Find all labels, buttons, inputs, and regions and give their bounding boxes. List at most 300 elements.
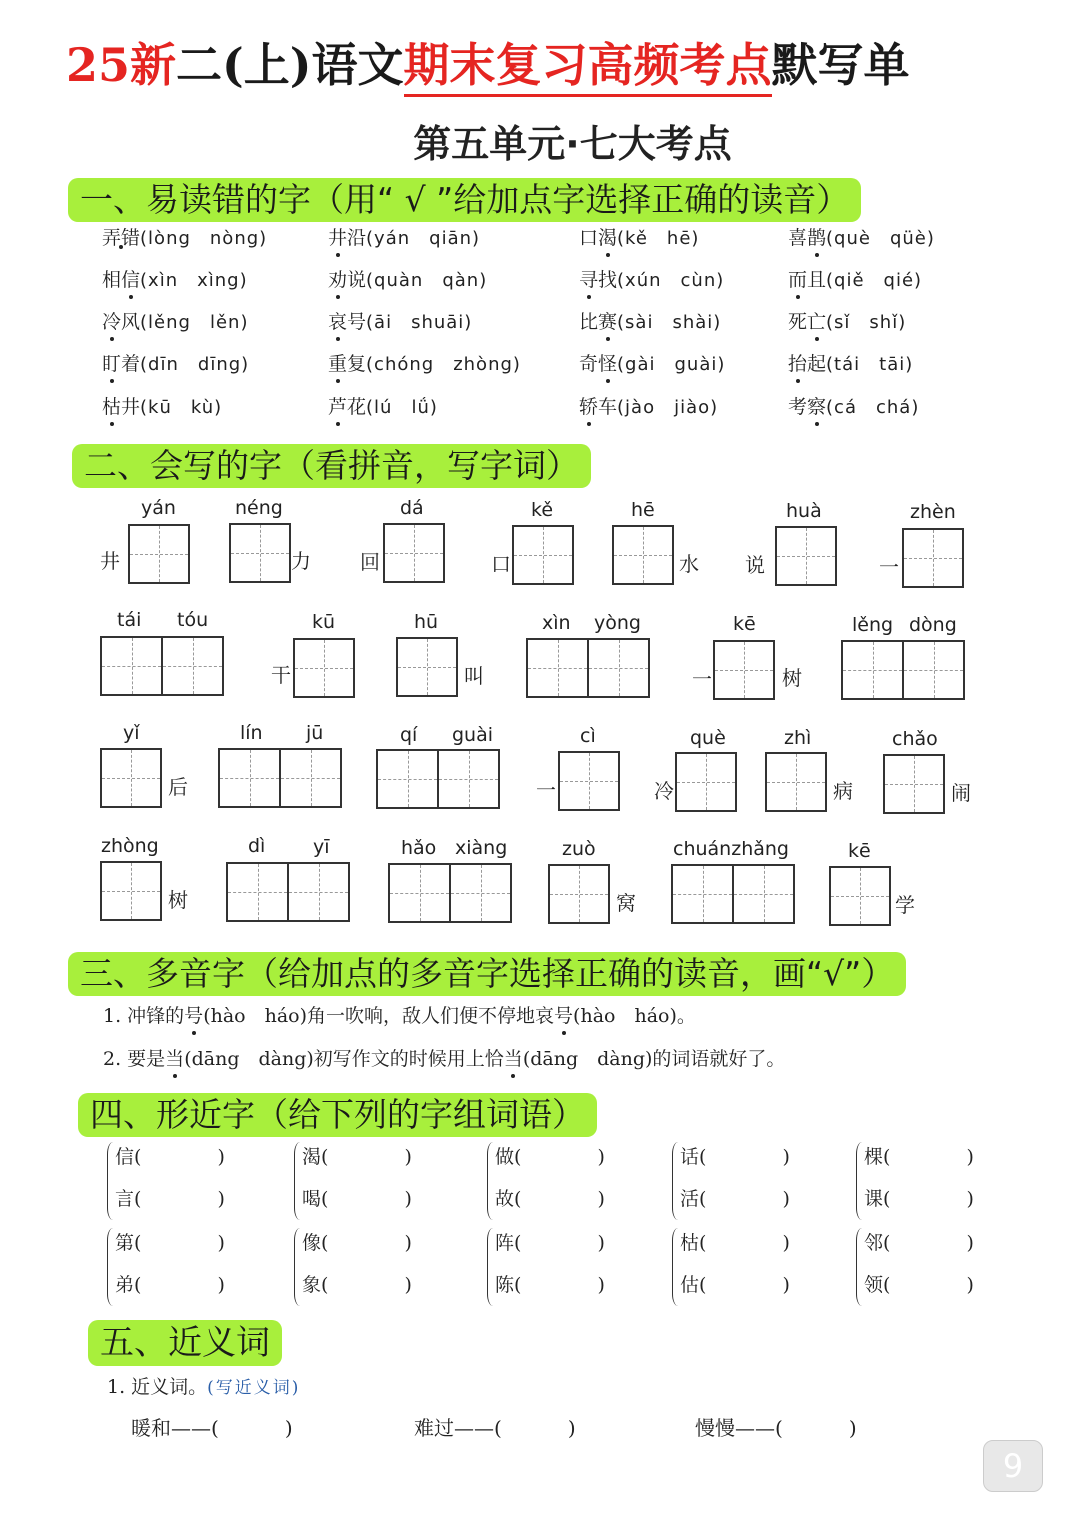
pinyin-label: yán <box>141 497 176 519</box>
char-pair <box>856 1138 1036 1224</box>
grid-cell[interactable] <box>550 866 608 922</box>
pinyin-options: (què qüè) <box>826 228 935 249</box>
answer-blank-open: ——( <box>735 1416 783 1440</box>
word-char: 风 <box>121 311 141 333</box>
pair-line <box>680 1228 790 1255</box>
pinyin-options: (quàn qàn) <box>366 270 488 291</box>
pinyin-label: qí <box>400 724 418 746</box>
answer-blank-open: ( <box>134 1232 142 1254</box>
grid-cell[interactable] <box>732 866 793 922</box>
given-char: 水 <box>679 552 699 576</box>
answer-blank-open: ( <box>883 1146 891 1168</box>
writing-grid[interactable] <box>100 636 224 696</box>
title-end: 默写单 <box>771 38 910 92</box>
grid-cell[interactable] <box>587 640 648 696</box>
grid-cell[interactable] <box>102 863 160 919</box>
sentence-text: (dāng dàng)的词语就好了。 <box>522 1048 786 1070</box>
reading-item <box>102 224 267 253</box>
word-char: 喜 <box>788 227 808 249</box>
dotted-char: 劝 <box>328 266 347 294</box>
word-char: 死 <box>788 311 808 333</box>
char-pair <box>487 1138 667 1224</box>
similar-char: 邻 <box>864 1232 884 1254</box>
pinyin-label: zhì <box>784 727 812 749</box>
pinyin-label: cì <box>580 725 596 747</box>
grid-cell[interactable] <box>102 750 160 806</box>
synonym-label: 1. 近义词。 <box>107 1376 208 1398</box>
reading-item <box>579 350 725 379</box>
pinyin-options: (xún cùn) <box>617 270 725 291</box>
similar-char: 做 <box>495 1146 515 1168</box>
brace-icon <box>856 1228 863 1306</box>
pair-line <box>115 1270 225 1297</box>
pair-line <box>680 1184 790 1211</box>
writing-grid[interactable] <box>775 526 837 586</box>
answer-blank-close: ) <box>404 1188 412 1210</box>
word-char: 口 <box>579 227 599 249</box>
reading-item <box>579 393 718 422</box>
writing-grid[interactable] <box>396 637 458 697</box>
dotted-char: 当 <box>504 1045 523 1073</box>
answer-blank-open: ( <box>699 1188 707 1210</box>
answer-blank-close: ) <box>966 1188 974 1210</box>
writing-grid[interactable] <box>218 748 342 808</box>
dotted-char: 盯 <box>102 350 121 378</box>
pair-line <box>115 1184 225 1211</box>
word-char: 考 <box>788 396 808 418</box>
pinyin-label: jū <box>306 722 324 744</box>
answer-blank-close: ) <box>966 1232 974 1254</box>
pinyin-options: (lòng nòng) <box>140 228 268 249</box>
grid-cell[interactable] <box>843 642 902 698</box>
grid-cell[interactable] <box>287 864 348 920</box>
dotted-char: 怪 <box>598 350 617 378</box>
similar-char: 话 <box>680 1146 700 1168</box>
pinyin-options: (sǐ shǐ) <box>826 312 907 333</box>
pair-line <box>302 1270 412 1297</box>
pinyin-label: hē <box>631 499 655 521</box>
pair-line <box>495 1142 605 1169</box>
answer-blank-close: ) <box>404 1146 412 1168</box>
pinyin-label: kē <box>733 613 756 635</box>
char-pair <box>856 1224 1036 1310</box>
dotted-char: 赛 <box>598 308 617 336</box>
pair-line <box>302 1184 412 1211</box>
writing-grid[interactable] <box>841 640 965 700</box>
sentence-text: 2. 要是 <box>103 1048 166 1070</box>
grid-cell[interactable] <box>390 865 449 921</box>
grid-cell[interactable] <box>437 751 498 807</box>
answer-blank-close: ) <box>782 1274 790 1296</box>
pinyin-options: (tái tāi) <box>826 354 914 375</box>
brace-icon <box>107 1228 114 1306</box>
section2-heading: 二、会写的字（看拼音，写字词） <box>72 444 591 488</box>
pinyin-label: zhòng <box>101 835 159 857</box>
dotted-char: 枯 <box>102 393 121 421</box>
answer-blank-open: ( <box>134 1274 142 1296</box>
similar-char: 领 <box>864 1274 884 1296</box>
pinyin-label: yī <box>313 836 330 858</box>
dotted-char: 芦 <box>328 393 347 421</box>
similar-char: 枯 <box>680 1232 700 1254</box>
grid-cell[interactable] <box>902 642 963 698</box>
answer-blank-open: ( <box>321 1232 329 1254</box>
answer-blank-close: ) <box>217 1188 225 1210</box>
writing-grid[interactable] <box>675 752 737 812</box>
pinyin-label: kě <box>531 499 554 521</box>
answer-blank-close: ) <box>217 1232 225 1254</box>
char-pair <box>107 1224 287 1310</box>
given-char: 力 <box>291 549 311 573</box>
word-char: 相 <box>102 269 122 291</box>
similar-char: 阵 <box>495 1232 515 1254</box>
page-title <box>66 30 1056 100</box>
page-number-badge: 9 <box>983 1440 1043 1492</box>
pinyin-label: tóu <box>177 609 209 631</box>
grid-cell[interactable] <box>220 750 279 806</box>
grid-cell[interactable] <box>560 753 618 809</box>
answer-blank-close: ) <box>848 1416 857 1440</box>
dotted-char: 号 <box>184 1002 203 1030</box>
grid-cell[interactable] <box>715 642 773 698</box>
writing-grid[interactable] <box>512 525 574 585</box>
answer-blank-open: ( <box>514 1188 522 1210</box>
grid-cell[interactable] <box>378 751 437 807</box>
pair-line <box>495 1228 605 1255</box>
reading-item <box>102 308 248 337</box>
pinyin-options: (lú lǘ) <box>366 397 438 418</box>
writing-grid[interactable] <box>765 752 827 812</box>
given-char: 叫 <box>464 664 484 688</box>
grid-cell[interactable] <box>161 638 222 694</box>
grid-cell[interactable] <box>885 756 943 812</box>
pair-line <box>115 1228 225 1255</box>
pair-line <box>302 1228 412 1255</box>
writing-grid[interactable] <box>713 640 775 700</box>
word-char: 车 <box>598 396 618 418</box>
writing-grid[interactable] <box>612 525 674 585</box>
dotted-char: 井 <box>328 224 347 252</box>
grid-cell[interactable] <box>130 526 188 582</box>
answer-blank-open: ——( <box>454 1416 502 1440</box>
word-char: 号 <box>347 311 367 333</box>
sentence-text: (dāng dàng)初写作文的时候用上恰 <box>184 1048 504 1070</box>
pinyin-options: (jào jiào) <box>617 397 719 418</box>
writing-grid[interactable] <box>388 863 512 923</box>
answer-blank-open: ( <box>134 1146 142 1168</box>
answer-blank-open: ( <box>883 1274 891 1296</box>
pinyin-label: dòng <box>909 614 957 636</box>
dotted-char: 重 <box>328 350 347 378</box>
brace-icon <box>672 1228 679 1306</box>
pinyin-label: néng <box>235 497 283 519</box>
pinyin-label: guài <box>452 724 494 746</box>
synonym-word: 慢慢 <box>695 1416 735 1440</box>
pinyin-options: (sài shài) <box>617 312 722 333</box>
dotted-char: 而 <box>788 266 807 294</box>
pinyin-options: (dīn dīng) <box>140 354 250 375</box>
answer-blank-close: ) <box>404 1232 412 1254</box>
brace-icon <box>856 1142 863 1220</box>
dotted-char: 轿 <box>579 393 598 421</box>
title-subject: 二(上)语文 <box>176 38 404 92</box>
word-char: 花 <box>347 396 367 418</box>
given-char: 一 <box>692 667 712 691</box>
writing-grid[interactable] <box>548 864 610 924</box>
reading-item <box>328 224 480 253</box>
answer-blank-open: ( <box>883 1232 891 1254</box>
brace-icon <box>294 1142 301 1220</box>
similar-char: 第 <box>115 1232 135 1254</box>
word-char: 找 <box>598 269 618 291</box>
answer-blank-open: ( <box>514 1146 522 1168</box>
given-char: 树 <box>782 666 802 690</box>
dotted-char: 亡 <box>807 308 826 336</box>
pair-line <box>495 1270 605 1297</box>
answer-blank-open: ( <box>321 1274 329 1296</box>
pinyin-options: (xìn xìng) <box>140 270 248 291</box>
writing-grid[interactable] <box>100 861 162 921</box>
synonym-instruction <box>107 1372 300 1399</box>
pinyin-label: dá <box>400 497 424 519</box>
char-pair <box>487 1224 667 1310</box>
pinyin-label: kē <box>848 840 871 862</box>
pinyin-label: xìn <box>542 612 571 634</box>
similar-char: 课 <box>864 1188 884 1210</box>
writing-grid[interactable] <box>383 523 445 583</box>
grid-cell[interactable] <box>614 527 672 583</box>
word-char: 说 <box>347 269 367 291</box>
given-char: 学 <box>895 893 915 917</box>
grid-cell[interactable] <box>295 640 353 696</box>
word-char: 起 <box>807 353 827 375</box>
grid-cell[interactable] <box>677 754 735 810</box>
word-char: 沿 <box>347 227 367 249</box>
grid-cell[interactable] <box>528 640 587 696</box>
pair-line <box>864 1270 974 1297</box>
pinyin-label: yǐ <box>123 722 140 744</box>
dotted-char: 哀 <box>328 308 347 336</box>
writing-grid[interactable] <box>100 748 162 808</box>
similar-char: 象 <box>302 1274 322 1296</box>
answer-blank-close: ) <box>404 1274 412 1296</box>
similar-char: 信 <box>115 1146 135 1168</box>
grid-cell[interactable] <box>279 750 340 806</box>
pinyin-label: chǎo <box>892 728 938 750</box>
reading-item <box>328 393 438 422</box>
reading-item <box>788 393 919 422</box>
dotted-char: 冷 <box>102 308 121 336</box>
grid-cell[interactable] <box>449 865 510 921</box>
dotted-char: 抬 <box>788 350 807 378</box>
given-char: 干 <box>271 663 291 687</box>
answer-blank-close: ) <box>782 1188 790 1210</box>
reading-item <box>102 266 248 295</box>
given-char: 后 <box>168 775 188 799</box>
reading-item <box>788 224 935 253</box>
pinyin-label: kū <box>312 611 336 633</box>
pair-line <box>680 1142 790 1169</box>
similar-char: 陈 <box>495 1274 515 1296</box>
pair-line <box>495 1184 605 1211</box>
word-char: 复 <box>347 353 367 375</box>
given-char: 冷 <box>654 779 674 803</box>
title-grade-tag: 25新 <box>66 38 177 92</box>
grid-cell[interactable] <box>231 525 289 581</box>
answer-blank-close: ) <box>597 1146 605 1168</box>
pinyin-options: (gài guài) <box>617 354 726 375</box>
pinyin-label: lěng <box>852 614 894 636</box>
answer-blank-open: ( <box>699 1274 707 1296</box>
answer-blank-close: ) <box>567 1416 576 1440</box>
pair-line <box>680 1270 790 1297</box>
dotted-char: 渴 <box>598 224 617 252</box>
writing-grid[interactable] <box>128 524 190 584</box>
synonym-hint: (写近义词) <box>207 1378 301 1398</box>
answer-blank-open: ( <box>321 1188 329 1210</box>
similar-char: 喝 <box>302 1188 322 1210</box>
given-char: 回 <box>360 550 380 574</box>
grid-cell[interactable] <box>673 866 732 922</box>
pinyin-options: (chóng zhòng) <box>366 354 521 375</box>
pinyin-options: (āi shuāi) <box>366 312 473 333</box>
similar-char: 活 <box>680 1188 700 1210</box>
polyphone-sentence-1 <box>103 1002 696 1030</box>
given-char: 病 <box>833 779 853 803</box>
writing-grid[interactable] <box>226 862 350 922</box>
answer-blank-close: ) <box>966 1146 974 1168</box>
char-pair <box>107 1138 287 1224</box>
brace-icon <box>107 1142 114 1220</box>
given-char: 说 <box>745 553 765 577</box>
word-char: 且 <box>807 269 827 291</box>
writing-grid[interactable] <box>229 523 291 583</box>
given-char: 窝 <box>616 891 636 915</box>
pair-line <box>864 1228 974 1255</box>
similar-char: 弟 <box>115 1274 135 1296</box>
pinyin-options: (yán qiān) <box>366 228 481 249</box>
char-pair <box>672 1224 852 1310</box>
writing-grid[interactable] <box>883 754 945 814</box>
answer-blank-close: ) <box>782 1146 790 1168</box>
grid-cell[interactable] <box>904 530 962 586</box>
reading-item <box>788 266 922 295</box>
pinyin-label: zhèn <box>910 501 956 523</box>
similar-char: 故 <box>495 1188 515 1210</box>
grid-cell[interactable] <box>767 754 825 810</box>
grid-cell[interactable] <box>102 638 161 694</box>
section5-heading: 五、近义词 <box>88 1320 282 1366</box>
synonym-item <box>695 1412 857 1441</box>
pinyin-options: (kě hē) <box>617 228 700 249</box>
pinyin-label: chuánzhǎng <box>673 838 789 860</box>
word-char: 比 <box>579 311 599 333</box>
answer-blank-open: ( <box>514 1232 522 1254</box>
answer-blank-open: ( <box>134 1188 142 1210</box>
char-pair <box>294 1138 474 1224</box>
synonym-word: 难过 <box>414 1416 454 1440</box>
answer-blank-open: ( <box>883 1188 891 1210</box>
unit-subtitle: 第五单元·七大考点 <box>413 122 732 166</box>
brace-icon <box>487 1228 494 1306</box>
pinyin-label: dì <box>248 835 266 857</box>
brace-icon <box>487 1142 494 1220</box>
answer-blank-close: ) <box>217 1146 225 1168</box>
brace-icon <box>672 1142 679 1220</box>
answer-blank-close: ) <box>597 1188 605 1210</box>
word-char: 着 <box>121 353 141 375</box>
word-char: 奇 <box>579 353 599 375</box>
reading-item <box>102 393 222 422</box>
writing-grid[interactable] <box>558 751 620 811</box>
writing-grid[interactable] <box>376 749 500 809</box>
pinyin-options: (qiě qié) <box>826 270 923 291</box>
reading-item <box>788 350 913 379</box>
pinyin-label: huà <box>786 500 822 522</box>
answer-blank-close: ) <box>966 1274 974 1296</box>
brace-icon <box>294 1228 301 1306</box>
writing-grid[interactable] <box>902 528 964 588</box>
answer-blank-open: ( <box>699 1232 707 1254</box>
writing-grid[interactable] <box>671 864 795 924</box>
given-char: 闹 <box>951 781 971 805</box>
pair-line <box>864 1184 974 1211</box>
similar-char: 渴 <box>302 1146 322 1168</box>
given-char: 一 <box>879 555 899 579</box>
answer-blank-close: ) <box>597 1232 605 1254</box>
answer-blank-close: ) <box>782 1232 790 1254</box>
synonym-word: 暖和 <box>131 1416 171 1440</box>
word-char: 错 <box>121 227 141 249</box>
similar-char: 估 <box>680 1274 700 1296</box>
answer-blank-open: ( <box>321 1146 329 1168</box>
polyphone-sentence-2 <box>103 1045 785 1073</box>
writing-grid[interactable] <box>293 638 355 698</box>
similar-char: 像 <box>302 1232 322 1254</box>
reading-item <box>788 308 906 337</box>
grid-cell[interactable] <box>385 525 443 581</box>
grid-cell[interactable] <box>398 639 456 695</box>
grid-cell[interactable] <box>777 528 835 584</box>
title-highlight: 期末复习高频考点 <box>404 38 772 97</box>
grid-cell[interactable] <box>514 527 572 583</box>
pinyin-label: zuò <box>562 838 596 860</box>
writing-grid[interactable] <box>526 638 650 698</box>
dotted-char: 号 <box>554 1002 573 1030</box>
dotted-char: 鹊 <box>807 224 826 252</box>
pair-line <box>302 1142 412 1169</box>
pinyin-options: (lěng lěn) <box>140 312 249 333</box>
given-char: 口 <box>491 552 511 576</box>
grid-cell[interactable] <box>228 864 287 920</box>
dotted-char: 寻 <box>579 266 598 294</box>
writing-grid[interactable] <box>829 866 891 926</box>
pinyin-label: yòng <box>594 612 641 634</box>
given-char: 树 <box>168 888 188 912</box>
section1-heading: 一、易读错的字（用“ √ ”给加点字选择正确的读音） <box>68 178 861 222</box>
pinyin-label: xiàng <box>455 837 508 859</box>
pair-line <box>864 1142 974 1169</box>
grid-cell[interactable] <box>831 868 889 924</box>
reading-item <box>328 308 472 337</box>
reading-item <box>579 308 721 337</box>
sentence-text: (hào háo)。 <box>573 1005 696 1027</box>
sentence-text: 1. 冲锋的 <box>103 1005 185 1027</box>
pinyin-options: (kū kù) <box>140 397 223 418</box>
answer-blank-open: ( <box>699 1146 707 1168</box>
reading-item <box>328 350 521 379</box>
pinyin-label: què <box>690 727 726 749</box>
